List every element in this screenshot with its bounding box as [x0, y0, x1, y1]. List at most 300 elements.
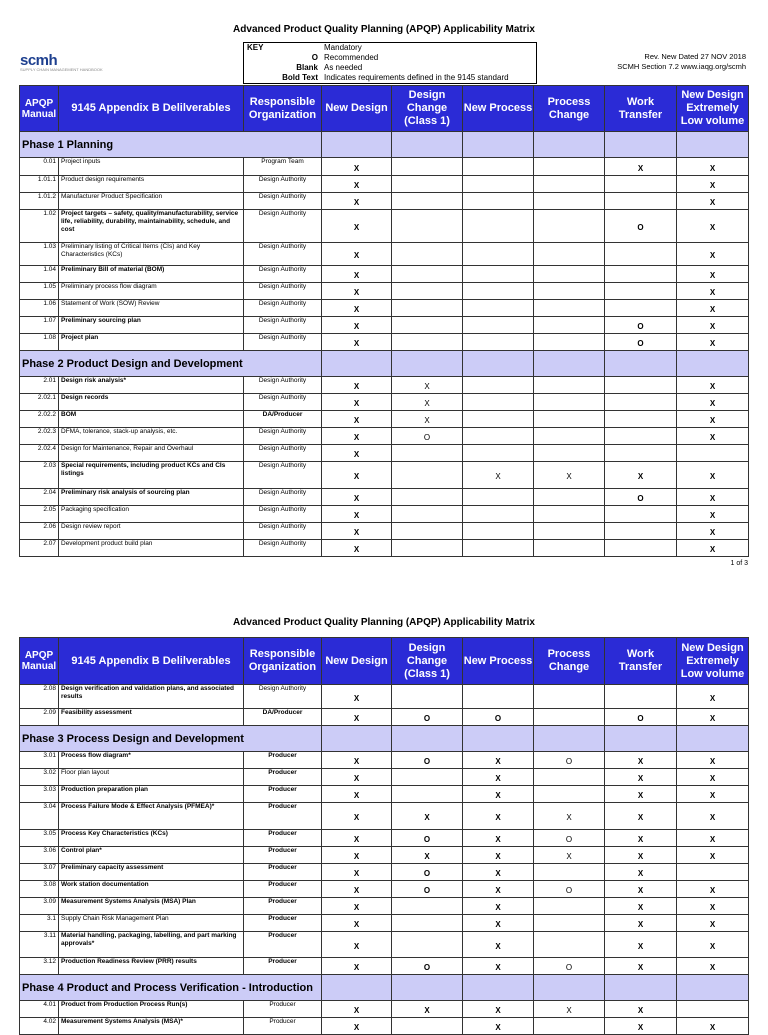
table-row [20, 506, 749, 523]
deliverable-name: Project inputs [59, 158, 244, 176]
process-change-cell: X [534, 462, 605, 489]
phase-title: Phase 4 Product and Process Verification - Introduction [20, 975, 322, 1001]
col-new-process: New Process [463, 638, 534, 685]
new-design-cell: X [322, 958, 392, 975]
process-change-cell [534, 283, 605, 300]
process-change-cell [534, 932, 605, 958]
responsible-org: Producer [244, 864, 322, 881]
table-row [20, 193, 749, 210]
apqp-number: 3.06 [20, 847, 59, 864]
matrix-table-page1 [19, 85, 749, 557]
phase-fill-cell [392, 726, 463, 752]
table-row [20, 685, 749, 709]
phase1-row [20, 132, 749, 158]
design-change-cell: O [392, 958, 463, 975]
responsible-org: Producer [244, 932, 322, 958]
phase-title: Phase 2 Product Design and Development [20, 351, 322, 377]
table-row [20, 317, 749, 334]
process-change-cell [534, 1018, 605, 1035]
apqp-number: 1.08 [20, 334, 59, 351]
work-transfer-cell: X [605, 1018, 677, 1035]
phase-fill-cell [322, 351, 392, 377]
work-transfer-cell: X [605, 830, 677, 847]
phase-fill-cell [605, 351, 677, 377]
responsible-org: Producer [244, 915, 322, 932]
responsible-org: Design Authority [244, 266, 322, 283]
apqp-number: 4.01 [20, 1001, 59, 1018]
col-new-design: New Design [322, 86, 392, 132]
new-design-cell: X [322, 428, 392, 445]
work-transfer-cell: X [605, 881, 677, 898]
new-process-cell: X [463, 462, 534, 489]
design-change-cell [392, 445, 463, 462]
responsible-org: Design Authority [244, 523, 322, 540]
process-change-cell [534, 428, 605, 445]
responsible-org: Producer [244, 1001, 322, 1018]
new-design-cell: X [322, 915, 392, 932]
revision-line2: SCMH Section 7.2 www.iaqg.org/scmh [617, 62, 746, 71]
phase-fill-cell [605, 975, 677, 1001]
apqp-number: 4.02 [20, 1018, 59, 1035]
responsible-org: Design Authority [244, 506, 322, 523]
process-change-cell [534, 243, 605, 266]
deliverable-name: Preliminary capacity assessment [59, 864, 244, 881]
new-process-cell [463, 377, 534, 394]
work-transfer-cell [605, 428, 677, 445]
col-apqp: APQP Manual [20, 86, 59, 132]
new-process-cell: X [463, 881, 534, 898]
new-process-cell: X [463, 1001, 534, 1018]
process-change-cell [534, 769, 605, 786]
work-transfer-cell [605, 411, 677, 428]
process-change-cell [534, 506, 605, 523]
new-process-cell: X [463, 932, 534, 958]
apqp-number: 1.01.2 [20, 193, 59, 210]
deliverable-name: Design verification and validation plans, and associated results [59, 685, 244, 709]
key-symbol-text: Bold Text [282, 73, 318, 82]
work-transfer-cell: X [605, 769, 677, 786]
work-transfer-cell: X [605, 158, 677, 176]
table-row [20, 915, 749, 932]
responsible-org: Producer [244, 830, 322, 847]
work-transfer-cell: X [605, 752, 677, 769]
col-org: Responsible Organization [244, 638, 322, 685]
deliverable-name: Supply Chain Risk Management Plan [59, 915, 244, 932]
responsible-org: DA/Producer [244, 709, 322, 726]
process-change-cell: X [534, 1001, 605, 1018]
low-volume-cell: X [677, 266, 749, 283]
process-change-cell [534, 193, 605, 210]
low-volume-cell: X [677, 523, 749, 540]
responsible-org: Design Authority [244, 210, 322, 243]
process-change-cell [534, 266, 605, 283]
low-volume-cell: X [677, 489, 749, 506]
work-transfer-cell [605, 523, 677, 540]
key-description: As needed [324, 63, 363, 72]
deliverable-name: Control plan* [59, 847, 244, 864]
low-volume-cell: X [677, 881, 749, 898]
col-process-change: Process Change [534, 86, 605, 132]
low-volume-cell: X [677, 176, 749, 193]
responsible-org: Producer [244, 786, 322, 803]
col-process-change: Process Change [534, 638, 605, 685]
table-row [20, 445, 749, 462]
process-change-cell [534, 523, 605, 540]
logo-text: scmh [20, 52, 58, 69]
revision-line1: Rev. New Dated 27 NOV 2018 [644, 52, 746, 61]
responsible-org: Producer [244, 769, 322, 786]
new-process-cell: X [463, 864, 534, 881]
responsible-org: Producer [244, 958, 322, 975]
deliverable-name: Process Key Characteristics (KCs) [59, 830, 244, 847]
responsible-org: Design Authority [244, 317, 322, 334]
process-change-cell [534, 377, 605, 394]
design-change-cell [392, 898, 463, 915]
new-design-cell: X [322, 881, 392, 898]
low-volume-cell: X [677, 958, 749, 975]
apqp-number: 3.12 [20, 958, 59, 975]
phase-fill-cell [677, 726, 749, 752]
key-description: Mandatory [324, 43, 362, 52]
table-row [20, 523, 749, 540]
low-volume-cell: X [677, 193, 749, 210]
phase-fill-cell [463, 975, 534, 1001]
new-process-cell: X [463, 1018, 534, 1035]
work-transfer-cell: X [605, 847, 677, 864]
responsible-org: Producer [244, 803, 322, 830]
low-volume-cell: X [677, 847, 749, 864]
phase-fill-cell [463, 351, 534, 377]
phase-title: Phase 1 Planning [20, 132, 322, 158]
key-description: Recommended [324, 53, 379, 62]
phase-fill-cell [534, 351, 605, 377]
apqp-number: 2.04 [20, 489, 59, 506]
design-change-cell: X [392, 394, 463, 411]
responsible-org: Design Authority [244, 394, 322, 411]
page-number: 1 of 3 [730, 560, 748, 567]
phase4-row [20, 975, 749, 1001]
low-volume-cell: X [677, 830, 749, 847]
design-change-cell: X [392, 411, 463, 428]
apqp-number: 2.08 [20, 685, 59, 709]
new-process-cell: X [463, 769, 534, 786]
new-process-cell [463, 300, 534, 317]
process-change-cell [534, 786, 605, 803]
work-transfer-cell [605, 377, 677, 394]
deliverable-name: Preliminary risk analysis of sourcing plan [59, 489, 244, 506]
deliverable-name: Project plan [59, 334, 244, 351]
key-label: KEY [247, 43, 264, 52]
new-process-cell [463, 266, 534, 283]
phase-fill-cell [534, 975, 605, 1001]
process-change-cell: X [534, 847, 605, 864]
new-design-cell: X [322, 394, 392, 411]
phase3-row [20, 726, 749, 752]
responsible-org: Program Team [244, 158, 322, 176]
design-change-cell [392, 540, 463, 557]
low-volume-cell [677, 445, 749, 462]
new-process-cell: X [463, 847, 534, 864]
new-design-cell: X [322, 847, 392, 864]
deliverable-name: Packaging specification [59, 506, 244, 523]
work-transfer-cell: X [605, 958, 677, 975]
new-design-cell: X [322, 176, 392, 193]
new-process-cell [463, 158, 534, 176]
phase-fill-cell [677, 975, 749, 1001]
table-row [20, 334, 749, 351]
work-transfer-cell [605, 445, 677, 462]
col-work-transfer: Work Transfer [605, 86, 677, 132]
low-volume-cell: X [677, 786, 749, 803]
process-change-cell [534, 411, 605, 428]
new-process-cell [463, 428, 534, 445]
deliverable-name: Work station documentation [59, 881, 244, 898]
deliverable-name: BOM [59, 411, 244, 428]
new-design-cell: X [322, 210, 392, 243]
responsible-org: Producer [244, 881, 322, 898]
new-process-cell [463, 193, 534, 210]
deliverable-name: Production preparation plan [59, 786, 244, 803]
table-row [20, 864, 749, 881]
col-apqp: APQP Manual [20, 638, 59, 685]
work-transfer-cell: X [605, 786, 677, 803]
work-transfer-cell: O [605, 210, 677, 243]
process-change-cell [534, 915, 605, 932]
key-symbol [244, 73, 321, 83]
new-process-cell [463, 176, 534, 193]
work-transfer-cell: X [605, 915, 677, 932]
table-row [20, 462, 749, 489]
phase-fill-cell [392, 351, 463, 377]
key-row [244, 53, 536, 63]
table-row [20, 394, 749, 411]
low-volume-cell: X [677, 243, 749, 266]
low-volume-cell: X [677, 898, 749, 915]
low-volume-cell: X [677, 540, 749, 557]
process-change-cell [534, 334, 605, 351]
new-process-cell [463, 210, 534, 243]
table-row [20, 377, 749, 394]
new-design-cell: X [322, 803, 392, 830]
work-transfer-cell [605, 266, 677, 283]
new-design-cell: X [322, 411, 392, 428]
apqp-number: 1.05 [20, 283, 59, 300]
deliverable-name: Project targets – safety, quality/manufacturability, service life, reliability, durability, maintainability, schedule, and cost [59, 210, 244, 243]
design-change-cell: X [392, 847, 463, 864]
design-change-cell: X [392, 1001, 463, 1018]
apqp-number: 3.09 [20, 898, 59, 915]
low-volume-cell: X [677, 158, 749, 176]
deliverable-name: Development product build plan [59, 540, 244, 557]
design-change-cell: X [392, 803, 463, 830]
new-process-cell [463, 334, 534, 351]
phase-fill-cell [677, 351, 749, 377]
low-volume-cell: X [677, 506, 749, 523]
new-process-cell [463, 317, 534, 334]
apqp-number: 2.06 [20, 523, 59, 540]
work-transfer-cell: X [605, 932, 677, 958]
col-design-change: Design Change (Class 1) [392, 86, 463, 132]
design-change-cell [392, 506, 463, 523]
low-volume-cell: X [677, 300, 749, 317]
work-transfer-cell: X [605, 898, 677, 915]
table-row [20, 540, 749, 557]
apqp-number: 3.08 [20, 881, 59, 898]
deliverable-name: Production Readiness Review (PRR) results [59, 958, 244, 975]
responsible-org: Design Authority [244, 300, 322, 317]
key-legend [243, 42, 537, 84]
deliverable-name: Product from Production Process Run(s) [59, 1001, 244, 1018]
new-process-cell: X [463, 786, 534, 803]
table-row [20, 932, 749, 958]
apqp-number: 1.04 [20, 266, 59, 283]
apqp-number: 2.02.3 [20, 428, 59, 445]
responsible-org: Design Authority [244, 193, 322, 210]
new-process-cell: X [463, 958, 534, 975]
process-change-cell: O [534, 830, 605, 847]
work-transfer-cell [605, 193, 677, 210]
responsible-org: Design Authority [244, 685, 322, 709]
new-process-cell: X [463, 803, 534, 830]
apqp-number: 0.01 [20, 158, 59, 176]
responsible-org: Producer [244, 847, 322, 864]
new-design-cell: X [322, 266, 392, 283]
low-volume-cell: X [677, 394, 749, 411]
low-volume-cell [677, 864, 749, 881]
design-change-cell: O [392, 830, 463, 847]
work-transfer-cell: X [605, 864, 677, 881]
design-change-cell [392, 300, 463, 317]
design-change-cell [392, 685, 463, 709]
table-row [20, 752, 749, 769]
design-change-cell [392, 176, 463, 193]
apqp-number: 2.02.2 [20, 411, 59, 428]
apqp-number: 2.02.1 [20, 394, 59, 411]
new-design-cell: X [322, 489, 392, 506]
apqp-number: 2.09 [20, 709, 59, 726]
design-change-cell [392, 932, 463, 958]
low-volume-cell: X [677, 752, 749, 769]
process-change-cell [534, 864, 605, 881]
low-volume-cell: X [677, 769, 749, 786]
apqp-number: 3.07 [20, 864, 59, 881]
new-process-cell: X [463, 830, 534, 847]
deliverable-name: Preliminary listing of Critical Items (CIs) and Key Characteristics (KCs) [59, 243, 244, 266]
low-volume-cell: X [677, 317, 749, 334]
work-transfer-cell: X [605, 1001, 677, 1018]
work-transfer-cell: O [605, 709, 677, 726]
table-row [20, 489, 749, 506]
design-change-cell: O [392, 752, 463, 769]
responsible-org: DA/Producer [244, 411, 322, 428]
deliverable-name: Product design requirements [59, 176, 244, 193]
new-design-cell: X [322, 864, 392, 881]
deliverable-name: Measurement Systems Analysis (MSA) Plan [59, 898, 244, 915]
key-row [244, 73, 536, 83]
low-volume-cell: X [677, 334, 749, 351]
col-new-process: New Process [463, 86, 534, 132]
low-volume-cell: X [677, 1018, 749, 1035]
work-transfer-cell [605, 283, 677, 300]
design-change-cell [392, 158, 463, 176]
low-volume-cell: X [677, 411, 749, 428]
new-design-cell: X [322, 1001, 392, 1018]
apqp-number: 3.1 [20, 915, 59, 932]
apqp-number: 3.01 [20, 752, 59, 769]
apqp-number: 3.05 [20, 830, 59, 847]
process-change-cell: O [534, 881, 605, 898]
responsible-org: Producer [244, 1018, 322, 1035]
new-process-cell: X [463, 898, 534, 915]
work-transfer-cell: O [605, 317, 677, 334]
process-change-cell [534, 685, 605, 709]
new-design-cell: X [322, 334, 392, 351]
apqp-number: 3.03 [20, 786, 59, 803]
table-row [20, 709, 749, 726]
table-row [20, 1001, 749, 1018]
new-design-cell: X [322, 243, 392, 266]
low-volume-cell: X [677, 462, 749, 489]
col-low-volume: New Design Extremely Low volume [677, 86, 749, 132]
key-symbol [244, 53, 321, 63]
work-transfer-cell [605, 685, 677, 709]
responsible-org: Design Authority [244, 377, 322, 394]
phase-fill-cell [605, 132, 677, 158]
process-change-cell [534, 300, 605, 317]
new-design-cell: X [322, 752, 392, 769]
table-row [20, 243, 749, 266]
process-change-cell [534, 176, 605, 193]
table-row [20, 769, 749, 786]
deliverable-name: Floor plan layout [59, 769, 244, 786]
revision-info [617, 52, 746, 72]
matrix-table-page2 [19, 637, 749, 1035]
responsible-org: Design Authority [244, 428, 322, 445]
design-change-cell [392, 243, 463, 266]
page-title: Advanced Product Quality Planning (APQP) Applicability Matrix [233, 24, 535, 35]
col-new-design: New Design [322, 638, 392, 685]
design-change-cell [392, 489, 463, 506]
col-design-change: Design Change (Class 1) [392, 638, 463, 685]
new-design-cell: X [322, 377, 392, 394]
new-process-cell [463, 283, 534, 300]
new-process-cell [463, 506, 534, 523]
low-volume-cell: X [677, 428, 749, 445]
process-change-cell: O [534, 958, 605, 975]
design-change-cell: O [392, 428, 463, 445]
table-row [20, 898, 749, 915]
apqp-number: 3.11 [20, 932, 59, 958]
apqp-number: 1.01.1 [20, 176, 59, 193]
design-change-cell [392, 283, 463, 300]
work-transfer-cell [605, 176, 677, 193]
table-row [20, 786, 749, 803]
table-row [20, 411, 749, 428]
deliverable-name: Material handling, packaging, labelling, and part marking approvals* [59, 932, 244, 958]
phase-fill-cell [322, 726, 392, 752]
table-row [20, 266, 749, 283]
apqp-number: 2.02.4 [20, 445, 59, 462]
work-transfer-cell [605, 506, 677, 523]
phase-fill-cell [392, 975, 463, 1001]
design-change-cell [392, 317, 463, 334]
low-volume-cell: X [677, 283, 749, 300]
phase-fill-cell [534, 726, 605, 752]
design-change-cell: X [392, 377, 463, 394]
phase-title: Phase 3 Process Design and Development [20, 726, 322, 752]
new-design-cell: X [322, 786, 392, 803]
apqp-number: 3.04 [20, 803, 59, 830]
